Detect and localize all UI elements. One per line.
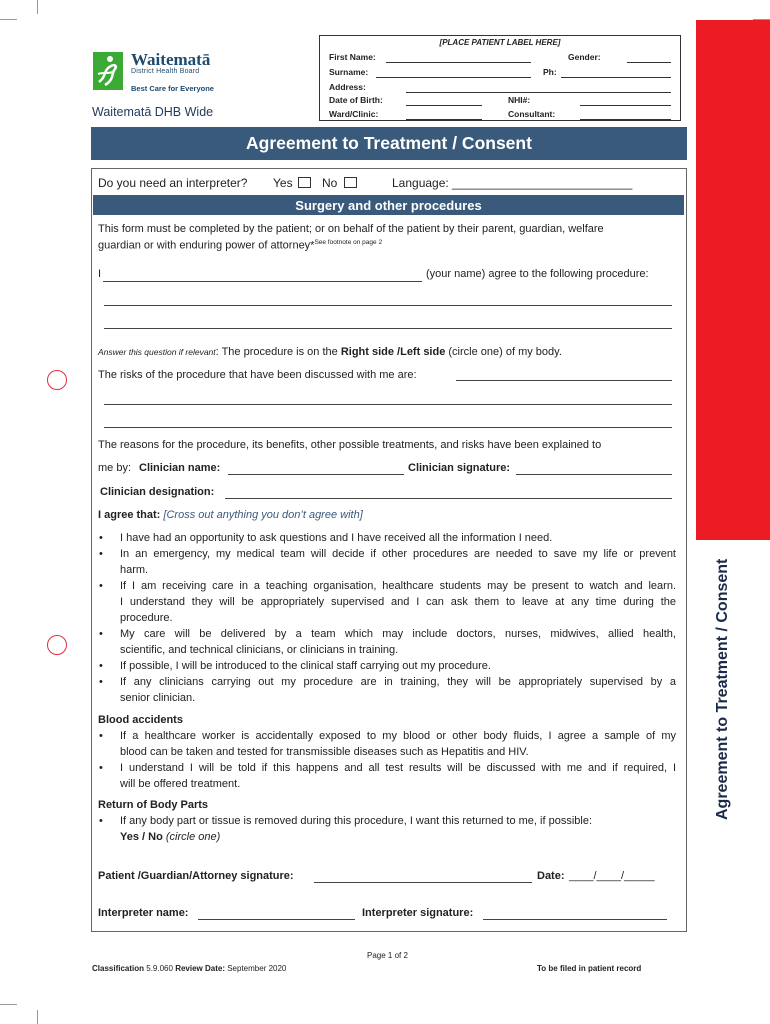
first-name-field[interactable] <box>386 62 531 63</box>
consultant-field[interactable] <box>580 119 671 120</box>
bullet-icon: • <box>99 532 103 544</box>
side-question <box>98 346 562 358</box>
dob-field[interactable] <box>406 105 482 106</box>
patient-label-box <box>319 35 681 121</box>
interpreter-no-checkbox[interactable] <box>344 177 357 188</box>
side-options[interactable]: Right side /Left side <box>340 346 446 358</box>
agree-bullet-item-5-line-1: senior clinician. <box>120 692 196 704</box>
classification-label: Classification <box>92 964 145 973</box>
reasons-text: The reasons for the procedure, its benefits, other possible treatments, and risks have been explained to <box>98 439 602 451</box>
surname-label: Surname: <box>329 67 369 77</box>
interpreter-yes-checkbox[interactable] <box>298 177 311 188</box>
interpreter-name-field[interactable] <box>198 919 355 920</box>
bullet-icon: • <box>99 815 103 827</box>
clinician-signature-label: Clinician signature: <box>408 462 511 474</box>
section-title-text: Surgery and other procedures <box>295 197 482 213</box>
agree-bullet-item-2-line-0: If I am receiving care in a teaching organisation, healthcare students may be present to watch and learn. <box>120 580 676 592</box>
classification <box>92 964 286 973</box>
i-agree-note: [Cross out anything you don’t agree with] <box>163 509 363 521</box>
page-number: Page 1 of 2 <box>367 951 408 960</box>
address-label: Address: <box>329 82 366 92</box>
surname-field[interactable] <box>376 77 531 78</box>
side-tab-label: Agreement to Treatment / Consent <box>714 558 731 820</box>
agree-prefix: I <box>98 268 102 280</box>
bullet-icon: • <box>99 762 103 774</box>
date-label: Date: <box>537 870 565 882</box>
form-title <box>91 127 687 160</box>
consultant-label: Consultant: <box>508 109 556 119</box>
bullet-icon: • <box>99 580 103 592</box>
agree-bullet-item-0-line-0: I have had an opportunity to ask questions and I have received all the information I need. <box>120 532 553 544</box>
agree-bullet-item-3-line-0: My care will be delivered by a team which may include doctors, nurses, midwives, allied health, <box>120 628 676 640</box>
risks-field[interactable] <box>456 380 672 381</box>
interpreter-no-label: No <box>322 176 338 190</box>
agree-bullet-item-5-line-0: If any clinicians carrying out my procedure are in training, they will be appropriately supervised by a <box>120 676 676 688</box>
clinician-name-label: Clinician name: <box>139 462 221 474</box>
filed-note: To be filed in patient record <box>537 964 642 973</box>
dhb-wide-label: Waitematā DHB Wide <box>92 105 214 119</box>
intro-text-line2-text: guardian or with enduring power of attorney* <box>98 239 315 252</box>
interpreter-question: Do you need an interpreter? <box>98 176 248 190</box>
i-agree-label: I agree that: <box>98 509 161 521</box>
side-question-italic: Answer this question if relevant <box>98 347 216 357</box>
nhi-field[interactable] <box>580 105 671 106</box>
blood-bullet-item-1-line-0: I understand I will be told if this happens and all test results will be discussed with me and if required, I <box>120 762 676 774</box>
agree-bullet-item-2-line-1: I understand they will be appropriately supervised and I can ask them to leave at any time during the <box>120 596 676 608</box>
review-value: September 2020 <box>227 964 287 973</box>
first-name-label: First Name: <box>329 52 376 62</box>
intro-text-line2 <box>98 239 382 252</box>
clinician-name-field[interactable] <box>228 474 404 475</box>
dob-label: Date of Birth: <box>329 95 383 105</box>
clinician-designation-label: Clinician designation: <box>100 486 215 498</box>
bullet-icon: • <box>99 628 103 640</box>
risks-label: The risks of the procedure that have been discussed with me are: <box>98 369 417 381</box>
footnote-reference: See footnote on page 2 <box>314 239 383 246</box>
patient-signature-field[interactable] <box>314 882 532 883</box>
agree-bullet-item-2-line-2: procedure. <box>120 612 173 624</box>
form-title-text: Agreement to Treatment / Consent <box>246 133 532 153</box>
patient-label-title: [PLACE PATIENT LABEL HERE] <box>439 38 561 47</box>
risks-line-3[interactable] <box>104 427 672 428</box>
bullet-icon: • <box>99 660 103 672</box>
agree-bullet-item-3-line-1: scientific, and technical clinicians, or clinicians in training. <box>120 644 399 656</box>
interpreter-name-label: Interpreter name: <box>98 907 189 919</box>
side-tab-lower <box>696 540 770 1024</box>
agree-bullet-item-4-line-0: If possible, I will be introduced to the clinical staff carrying out my procedure. <box>120 660 491 672</box>
agree-bullet-item-1-line-1: harm. <box>120 564 149 576</box>
section-title <box>93 195 684 215</box>
address-field[interactable] <box>406 92 671 93</box>
i-agree-heading <box>98 509 363 521</box>
nhi-label: NHI#: <box>508 95 531 105</box>
clinician-signature-field[interactable] <box>516 474 672 475</box>
procedure-line-1[interactable] <box>104 305 672 306</box>
hole-punch-mark <box>47 635 67 655</box>
review-label: Review Date: <box>175 964 225 973</box>
phone-label: Ph: <box>543 67 557 77</box>
waitemata-logo-icon <box>93 52 123 90</box>
ward-field[interactable] <box>406 119 482 120</box>
blood-bullet-item-1-line-1: will be offered treatment. <box>120 778 241 790</box>
bullet-icon: • <box>99 676 103 688</box>
logo-tagline: Best Care for Everyone <box>131 84 214 93</box>
gender-field[interactable] <box>627 62 671 63</box>
date-field[interactable]: ____/____/_____ <box>569 870 655 882</box>
return-circle-note: (circle one) <box>165 831 221 843</box>
interpreter-signature-label: Interpreter signature: <box>362 907 474 919</box>
logo-name: Waitematā <box>131 50 211 69</box>
return-yes-no[interactable]: Yes / No <box>120 831 163 843</box>
phone-field[interactable] <box>561 77 671 78</box>
blood-bullet-item-0-line-1: blood can be taken and tested for transmissible diseases such as Hepatitis and HIV. <box>120 746 529 758</box>
language-field[interactable]: Language: ___________________________ <box>392 176 633 190</box>
ward-label: Ward/Clinic: <box>329 109 379 119</box>
crop-mark <box>0 19 17 20</box>
blood-bullet-item-0-line-0: If a healthcare worker is accidentally exposed to my blood or other body fluids, I agree a sample of my <box>120 730 676 742</box>
risks-line-2[interactable] <box>104 404 672 405</box>
logo-subtitle: District Health Board <box>131 68 200 75</box>
agree-suffix: (your name) agree to the following procedure: <box>426 268 649 280</box>
intro-text-line1: This form must be completed by the patient; or on behalf of the patient by their parent, guardian, welfare <box>98 223 604 235</box>
hole-punch-mark <box>47 370 67 390</box>
side-tab <box>696 20 770 540</box>
me-by-label: me by: <box>98 462 132 474</box>
gender-label: Gender: <box>568 52 601 62</box>
clinician-designation-field[interactable] <box>225 498 672 499</box>
interpreter-signature-field[interactable] <box>483 919 667 920</box>
your-name-field[interactable] <box>103 281 422 282</box>
agree-bullet-item-1-line-0: In an emergency, my medical team will decide if other procedures are needed to save my life or prevent <box>120 548 676 560</box>
crop-mark <box>37 1010 38 1024</box>
bullet-icon: • <box>99 730 103 742</box>
procedure-line-2[interactable] <box>104 328 672 329</box>
side-question-text2: (circle one) of my body. <box>445 346 562 358</box>
bullet-icon: • <box>99 548 103 560</box>
interpreter-yes-label: Yes <box>273 176 293 190</box>
return-text: If any body part or tissue is removed during this procedure, I want this returned to me, if possible: <box>120 815 593 827</box>
patient-signature-label: Patient /Guardian/Attorney signature: <box>98 870 294 882</box>
crop-mark <box>0 1004 17 1005</box>
side-question-text1: : The procedure is on the <box>215 346 341 358</box>
blood-accidents-title: Blood accidents <box>98 714 183 726</box>
return-title: Return of Body Parts <box>98 799 209 811</box>
crop-mark <box>37 0 38 14</box>
classification-value: 5.9.060 <box>146 964 173 973</box>
return-options <box>120 831 220 843</box>
